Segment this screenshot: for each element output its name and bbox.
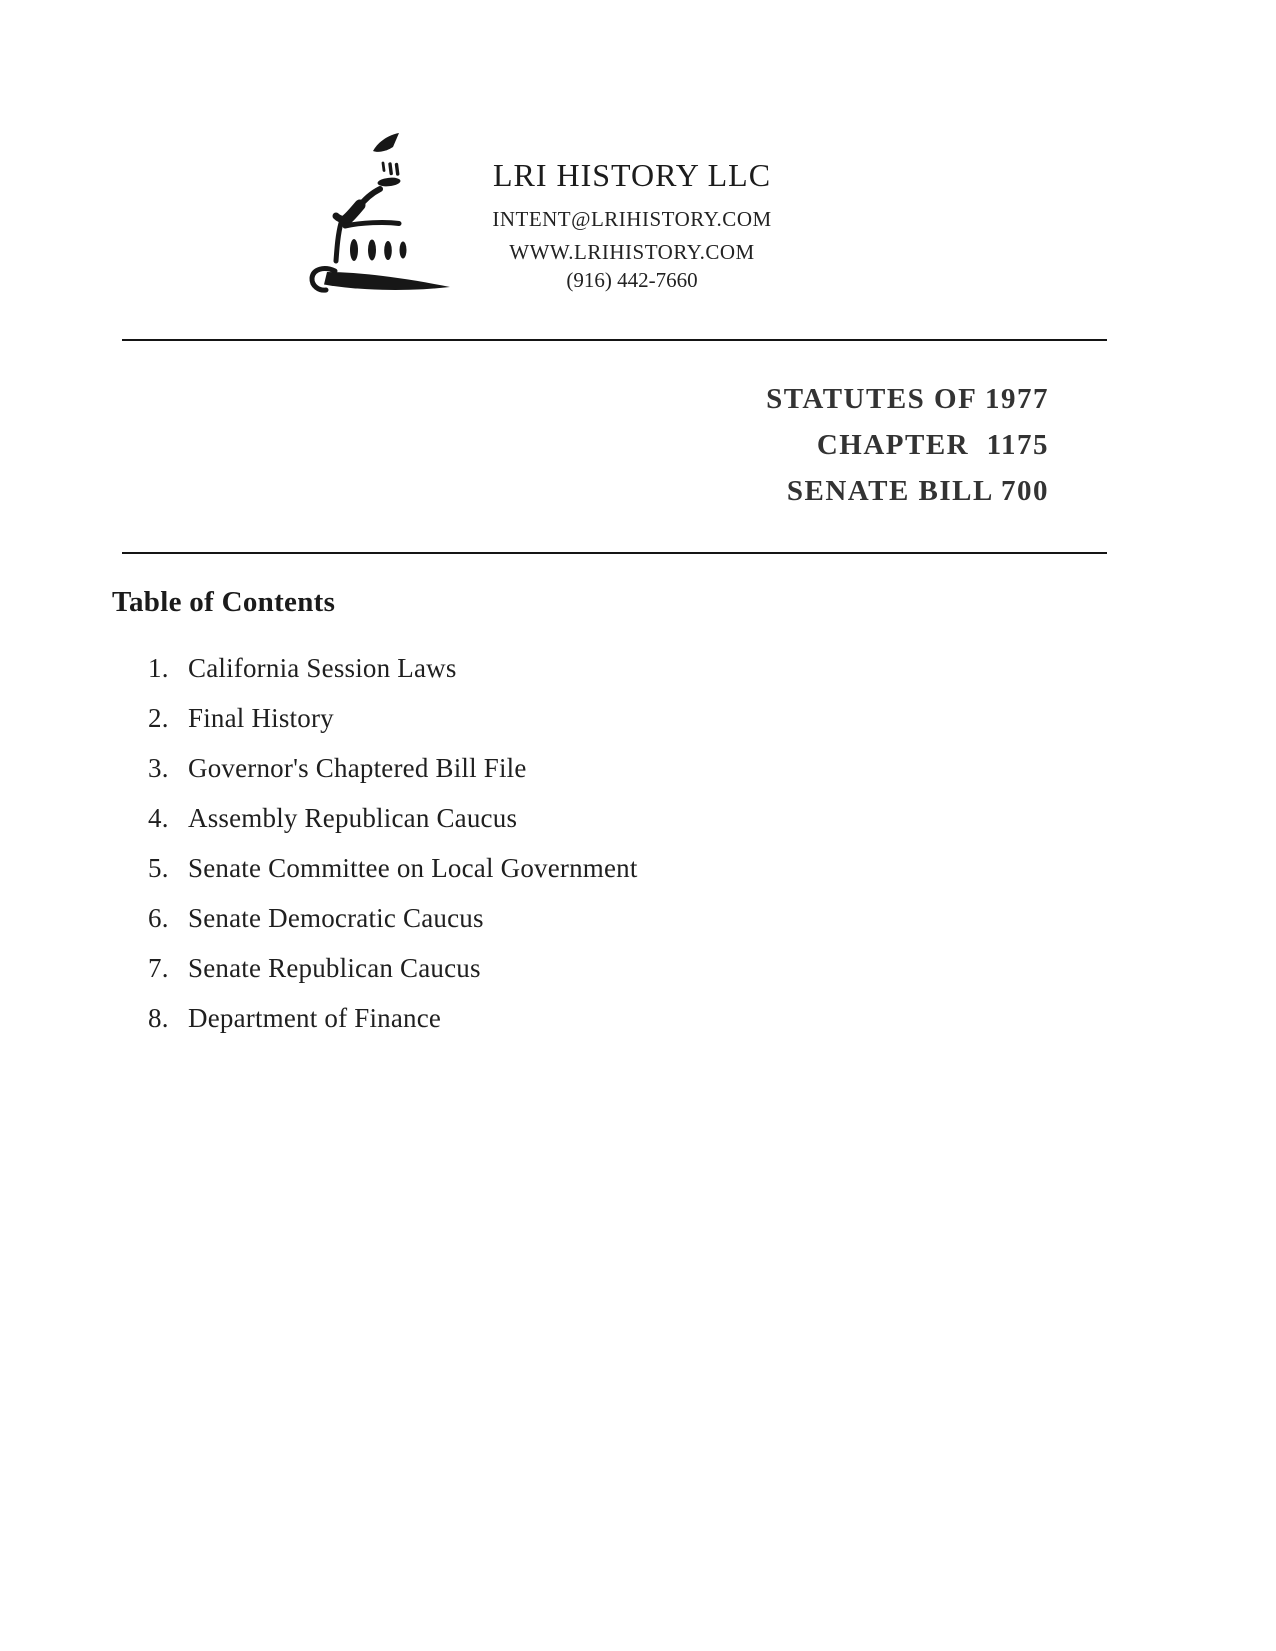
toc-item-number: 6.	[148, 903, 169, 933]
toc-item	[148, 702, 638, 734]
toc-item-number: 4.	[148, 803, 169, 833]
toc-item-label: Department of Finance	[188, 1003, 442, 1033]
company-website: WWW.LRIHISTORY.COM	[509, 240, 755, 264]
toc-item-number: 3.	[148, 753, 169, 783]
toc-item	[148, 902, 638, 934]
toc-item	[148, 1002, 638, 1034]
toc-item-label: Senate Democratic Caucus	[188, 903, 484, 933]
divider-bottom	[122, 552, 1107, 554]
toc-item	[148, 952, 638, 984]
toc-item	[148, 752, 638, 784]
toc-item-label: Final History	[188, 703, 334, 733]
statutes-line: STATUTES OF 1977	[766, 383, 1049, 415]
toc-item-number: 5.	[148, 853, 169, 883]
toc-item	[148, 802, 638, 834]
company-name: LRI HISTORY LLC	[492, 157, 772, 193]
toc-item-label: Assembly Republican Caucus	[188, 803, 518, 833]
company-phone: (916) 442-7660	[566, 268, 698, 292]
toc-item-label: Senate Republican Caucus	[188, 953, 481, 983]
toc-item-label: Senate Committee on Local Government	[188, 853, 638, 883]
toc-list	[148, 652, 638, 1052]
toc-item	[148, 852, 638, 884]
toc-item-number: 7.	[148, 953, 169, 983]
divider-top	[122, 339, 1107, 341]
toc-item-number: 1.	[148, 653, 169, 683]
senate-bill-line: SENATE BILL 700	[786, 475, 1049, 507]
chapter-line: CHAPTER 1175	[816, 429, 1049, 461]
toc-item-number: 2.	[148, 703, 169, 733]
toc-item-label: California Session Laws	[188, 653, 457, 683]
toc-item	[148, 652, 638, 684]
toc-item-label: Governor's Chaptered Bill File	[188, 753, 527, 783]
toc-item-number: 8.	[148, 1003, 169, 1033]
company-email: INTENT@LRIHISTORY.COM	[492, 207, 772, 231]
bill-reference	[122, 376, 1107, 514]
toc-title: Table of Contents	[112, 586, 336, 618]
